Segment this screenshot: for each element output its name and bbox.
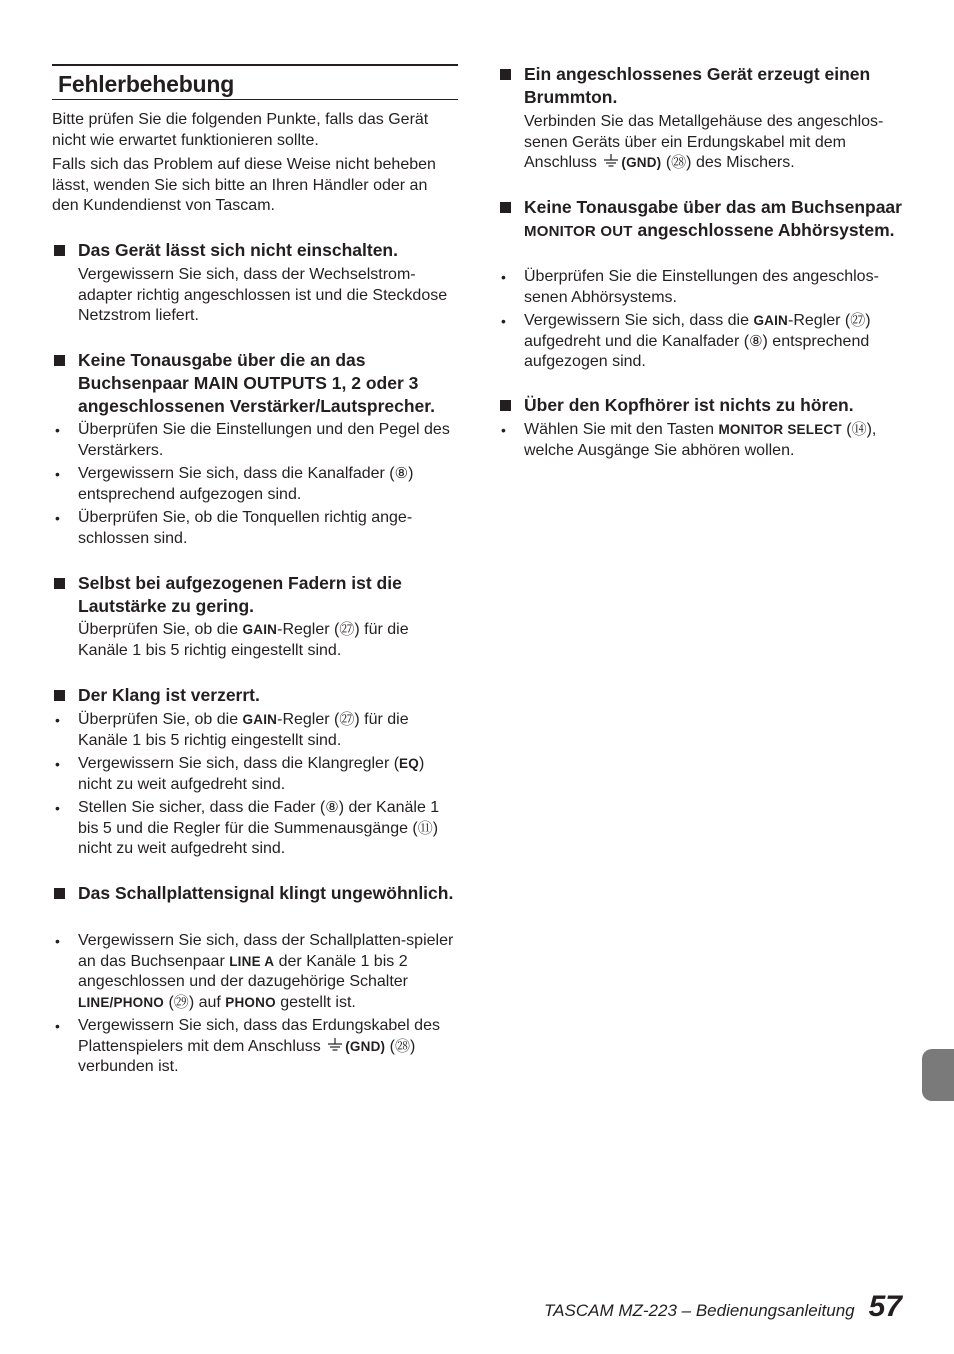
subheading-text: Ein angeschlossenes Gerät erzeugt einen Brummton. <box>524 64 871 107</box>
square-bullet-icon <box>54 690 65 701</box>
bullet-dot-icon: • <box>55 756 60 772</box>
control-label: LINE/PHONO <box>78 994 165 1010</box>
bullet-dot-icon: • <box>55 466 60 482</box>
footer-title: TASCAM MZ-223 – Bedienungsanleitung <box>544 1301 855 1320</box>
control-label: GAIN <box>753 313 789 328</box>
square-bullet-icon <box>54 578 65 589</box>
list-item <box>52 710 458 751</box>
ref-number: ㉗ <box>339 621 355 638</box>
list-item-text: ) verbunden ist. <box>78 1037 416 1075</box>
hum-body <box>524 112 908 174</box>
section-title-bar <box>52 64 458 100</box>
list-item-text: Vergewissern Sie sich, dass die <box>524 312 754 329</box>
ref-number: ㉗ <box>339 711 355 728</box>
control-label: EQ <box>399 756 419 771</box>
ref-number: ⑧ <box>749 332 763 350</box>
body-text: ( <box>661 154 672 171</box>
bullet-dot-icon: • <box>55 933 60 949</box>
bullet-dot-icon: • <box>55 1018 60 1034</box>
subheading-text: angeschlossene Abhörsystem. <box>632 220 895 240</box>
list-item-text: ( <box>164 993 174 1011</box>
chapter-tab <box>922 1049 954 1101</box>
subheading-text: Das Schallplattensignal klingt ungewöhnlich. <box>78 883 454 903</box>
square-bullet-icon <box>54 245 65 256</box>
bullet-dot-icon: • <box>501 269 506 285</box>
subheading-distorted <box>52 684 458 707</box>
list-item-text: ( <box>841 421 852 438</box>
ref-number: ㉘ <box>395 1037 411 1055</box>
list-item <box>52 931 458 1013</box>
square-bullet-icon <box>500 202 511 213</box>
list-item-text: ) entsprechend aufgezogen sind. <box>524 332 870 370</box>
list-item-text: Vergewissern Sie sich, dass die Klangregler ( <box>78 755 400 772</box>
list-item-text: ) für die Kanäle 1 bis 5 richtig eingestellt sind. <box>78 711 409 749</box>
control-label: GAIN <box>242 712 278 727</box>
list-item <box>498 420 908 461</box>
bullet-dot-icon: • <box>501 313 506 329</box>
subheading-power <box>52 239 458 262</box>
page-number: 57 <box>868 1290 902 1323</box>
list-item-text: Überprüfen Sie, ob die <box>78 711 243 728</box>
ground-icon <box>327 1038 343 1052</box>
bullet-dot-icon: • <box>55 800 60 816</box>
subheading-headphones <box>498 394 908 417</box>
list-item <box>498 267 908 308</box>
list-item-text: Überprüfen Sie, ob die Tonquellen richtig ange-schlossen sind. <box>78 509 413 547</box>
body-text: Überprüfen Sie, ob die <box>78 621 243 638</box>
ref-number: ⑧ <box>394 465 409 482</box>
ref-number: ㉙ <box>173 993 189 1011</box>
list-item-text: Überprüfen Sie die Einstellungen und den Pegel des Verstärkers. <box>78 421 450 459</box>
control-label: GAIN <box>242 622 278 637</box>
list-item-text: ) aufgedreht und die Kanalfader ( <box>524 312 871 350</box>
list-item-text: ) nicht zu weit aufgedreht sind. <box>78 755 425 793</box>
body-text: ) des Mischers. <box>686 154 795 171</box>
list-item-text: Stellen Sie sicher, dass die Fader ( <box>78 799 326 816</box>
list-item <box>52 420 458 461</box>
list-item-text: Überprüfen Sie die Einstellungen des angeschlos-senen Abhörsystems. <box>524 268 879 306</box>
body-text: Verbinden Sie das Metallgehäuse des angeschlos-senen Geräts über ein Erdungskabel mit dem Anschluss <box>524 113 884 171</box>
list-item-text: -Regler ( <box>277 711 340 728</box>
subheading-text: Über den Kopfhörer ist nichts zu hören. <box>524 395 854 415</box>
square-bullet-icon <box>500 400 511 411</box>
list-item-text: ) der Kanäle 1 bis 5 und die Regler für die Summenausgänge ( <box>78 799 440 837</box>
list-item <box>52 1016 458 1078</box>
list-item-text: ), welche Ausgänge Sie abhören wollen. <box>524 421 877 459</box>
list-item-text: der Kanäle 1 bis 2 angeschlossen und der dazugehörige Schalter <box>78 952 409 990</box>
list-item-text: ) auf <box>188 993 226 1011</box>
control-label: MONITOR SELECT <box>718 422 842 437</box>
subheading-text: Der Klang ist verzerrt. <box>78 685 260 705</box>
control-label: (GND) <box>621 155 662 170</box>
subheading-text: Keine Tonausgabe über das am Buchsenpaar <box>524 197 902 217</box>
list-item-text: Wählen Sie mit den Tasten <box>524 421 719 438</box>
square-bullet-icon <box>54 888 65 899</box>
ref-number: ⑪ <box>417 819 433 837</box>
subheading-monitor-out <box>498 196 908 243</box>
square-bullet-icon <box>500 69 511 80</box>
bullet-dot-icon: • <box>501 422 506 438</box>
subheading-text: Selbst bei aufgezogenen Fadern ist die Lautstärke zu gering. <box>78 573 402 616</box>
list-item <box>52 798 458 860</box>
list-item-text: Vergewissern Sie sich, dass die Kanalfader ( <box>78 465 395 482</box>
list-item <box>498 311 908 373</box>
volume-body <box>78 620 458 661</box>
page-title: Fehlerbehebung <box>58 71 235 97</box>
subheading-hum <box>498 63 908 109</box>
list-item <box>52 508 458 549</box>
subheading-phono <box>52 882 458 905</box>
body-text: -Regler ( <box>277 621 340 638</box>
ref-number: ⑭ <box>851 421 867 438</box>
ground-icon <box>603 154 619 168</box>
intro-paragraph-2: Falls sich das Problem auf diese Weise nicht beheben lässt, wenden Sie sich bitte an Ihren Händler oder an den Kundendienst von Tascam. <box>52 156 436 214</box>
ref-number: ㉗ <box>850 312 866 329</box>
bullet-dot-icon: • <box>55 422 60 438</box>
list-item-text: ) entsprechend aufgezogen sind. <box>78 465 414 503</box>
power-body: Vergewissern Sie sich, dass der Wechselstrom-adapter richtig angeschlossen ist und die Steckdose Netzstrom liefert. <box>78 266 448 324</box>
square-bullet-icon <box>54 355 65 366</box>
subheading-text: Keine Tonausgabe über die an das Buchsenpaar MAIN OUTPUTS 1, 2 oder 3 angeschlossenen Verstärker/Lautsprecher. <box>78 350 435 416</box>
list-item <box>52 464 458 505</box>
intro-paragraph-1: Bitte prüfen Sie die folgenden Punkte, falls das Gerät nicht wie erwartet funktionieren sollte. <box>52 111 429 149</box>
list-item-text: Vergewissern Sie sich, dass der Schallplatten-spieler an das Buchsenpaar <box>78 932 454 970</box>
subheading-volume-low <box>52 572 458 618</box>
body-text: ) für die Kanäle 1 bis 5 richtig eingestellt sind. <box>78 621 409 659</box>
list-item-text: gestellt ist. <box>275 993 356 1011</box>
bullet-dot-icon: • <box>55 712 60 728</box>
ref-number: ㉘ <box>671 154 687 171</box>
list-item-text: ( <box>385 1037 395 1055</box>
page-footer <box>544 1290 902 1330</box>
list-item-text: -Regler ( <box>788 312 851 329</box>
list-item-text: ) nicht zu weit aufgedreht sind. <box>78 819 439 857</box>
bullet-dot-icon: • <box>55 510 60 526</box>
control-label: (GND) <box>345 1038 386 1054</box>
control-label: PHONO <box>225 994 276 1010</box>
ref-number: ⑧ <box>325 799 339 816</box>
subheading-text: Das Gerät lässt sich nicht einschalten. <box>78 240 398 260</box>
subheading-main-outputs <box>52 349 458 418</box>
list-item-text: Vergewissern Sie sich, dass das Erdungskabel des Plattenspielers mit dem Anschluss <box>78 1017 440 1055</box>
control-label: MONITOR OUT <box>524 223 633 240</box>
list-item <box>52 754 458 795</box>
control-label: LINE A <box>229 953 275 969</box>
